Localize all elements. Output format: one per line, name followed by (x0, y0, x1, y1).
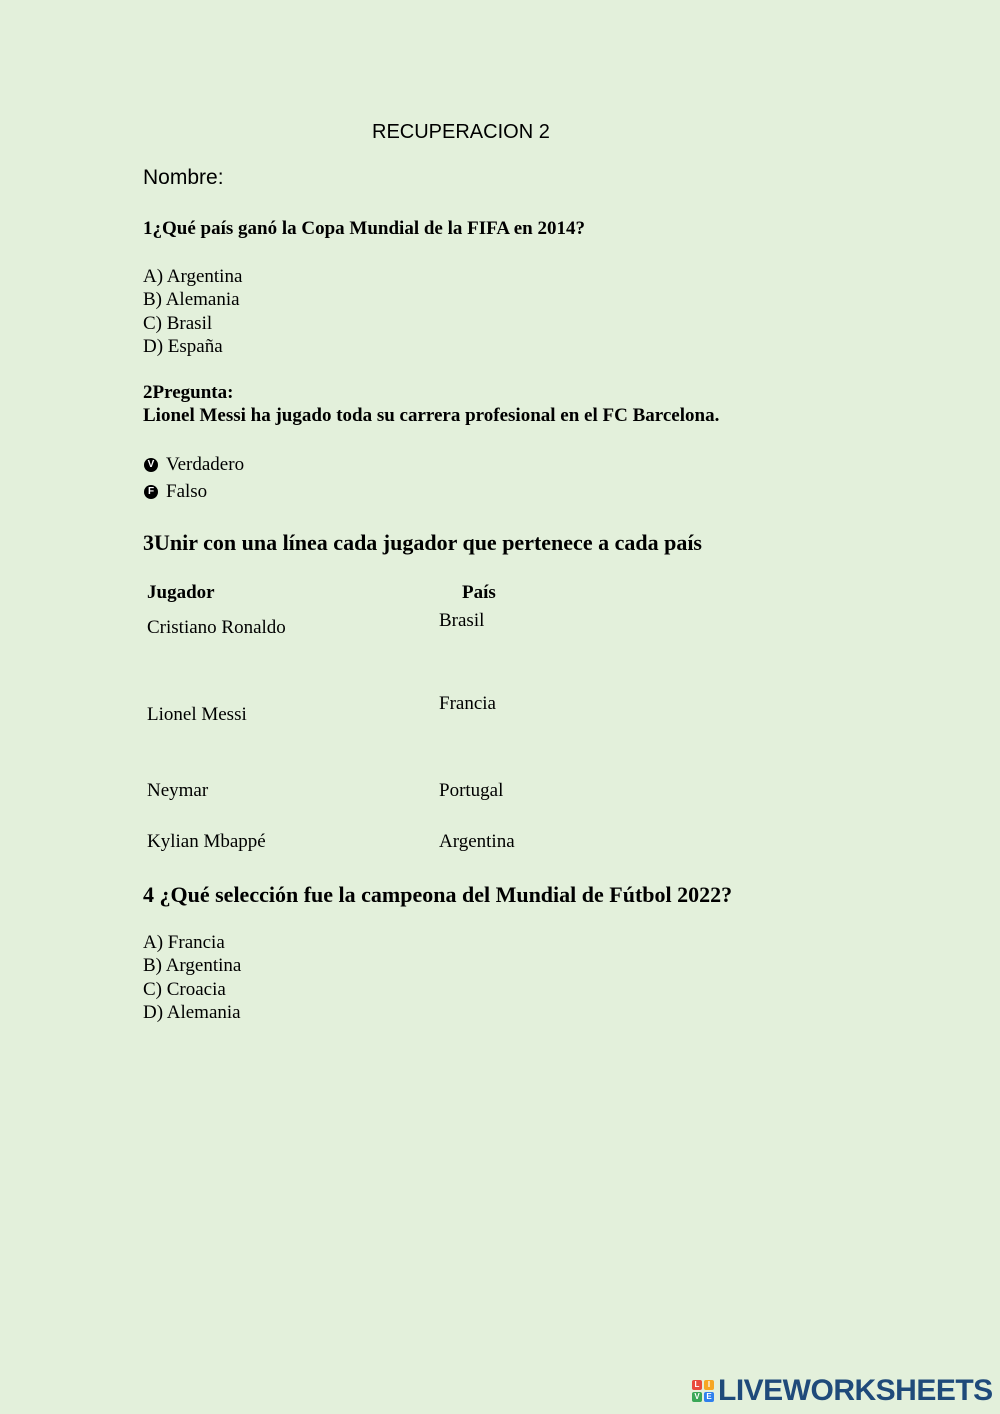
option-c: C) Brasil (143, 312, 213, 334)
f-circle-icon: F (144, 485, 158, 499)
logo-tile: E (704, 1392, 714, 1402)
logo-tile: I (704, 1380, 714, 1390)
question-1: 1¿Qué país ganó la Copa Mundial de la FIFA en 2014? (143, 218, 585, 239)
false-option-label: Falso (166, 481, 208, 502)
option-d: D) Alemania (143, 1001, 241, 1023)
column-header-player: Jugador (147, 582, 215, 603)
logo-tiles-icon (692, 1380, 714, 1402)
question-4-options (143, 931, 241, 1024)
logo-tile: L (692, 1380, 702, 1390)
liveworksheets-logo (692, 1374, 993, 1408)
question-4: 4 ¿Qué selección fue la campeona del Mundial de Fútbol 2022? (143, 882, 733, 907)
player-item[interactable]: Kylian Mbappé (147, 831, 266, 852)
option-a: A) Argentina (143, 266, 243, 287)
true-option[interactable] (144, 454, 244, 476)
option-b: B) Argentina (143, 955, 242, 977)
true-option-label: Verdadero (166, 454, 245, 475)
false-option[interactable] (144, 481, 207, 503)
column-header-country: País (462, 582, 496, 603)
option-a: A) Francia (143, 932, 225, 953)
option-d: D) España (143, 335, 223, 357)
country-item[interactable]: Brasil (439, 610, 485, 631)
page-title: RECUPERACION 2 (372, 121, 550, 143)
question-3: 3Unir con una línea cada jugador que pertenece a cada país (143, 530, 702, 555)
logo-tile: V (692, 1392, 702, 1402)
question-2-label: 2Pregunta: (143, 382, 234, 403)
option-c: C) Croacia (143, 978, 226, 1000)
country-item[interactable]: Portugal (439, 780, 504, 801)
option-b: B) Alemania (143, 289, 240, 311)
name-label: Nombre: (143, 166, 224, 189)
question-2-statement: Lionel Messi ha jugado toda su carrera profesional en el FC Barcelona. (143, 405, 720, 426)
country-item[interactable]: Argentina (439, 831, 515, 852)
question-1-options (143, 265, 242, 358)
v-circle-icon: V (144, 458, 158, 472)
logo-text: LIVEWORKSHEETS (718, 1374, 993, 1407)
player-item[interactable]: Lionel Messi (147, 704, 247, 725)
player-item[interactable]: Neymar (147, 780, 209, 801)
country-item[interactable]: Francia (439, 693, 496, 714)
player-item[interactable]: Cristiano Ronaldo (147, 617, 286, 638)
